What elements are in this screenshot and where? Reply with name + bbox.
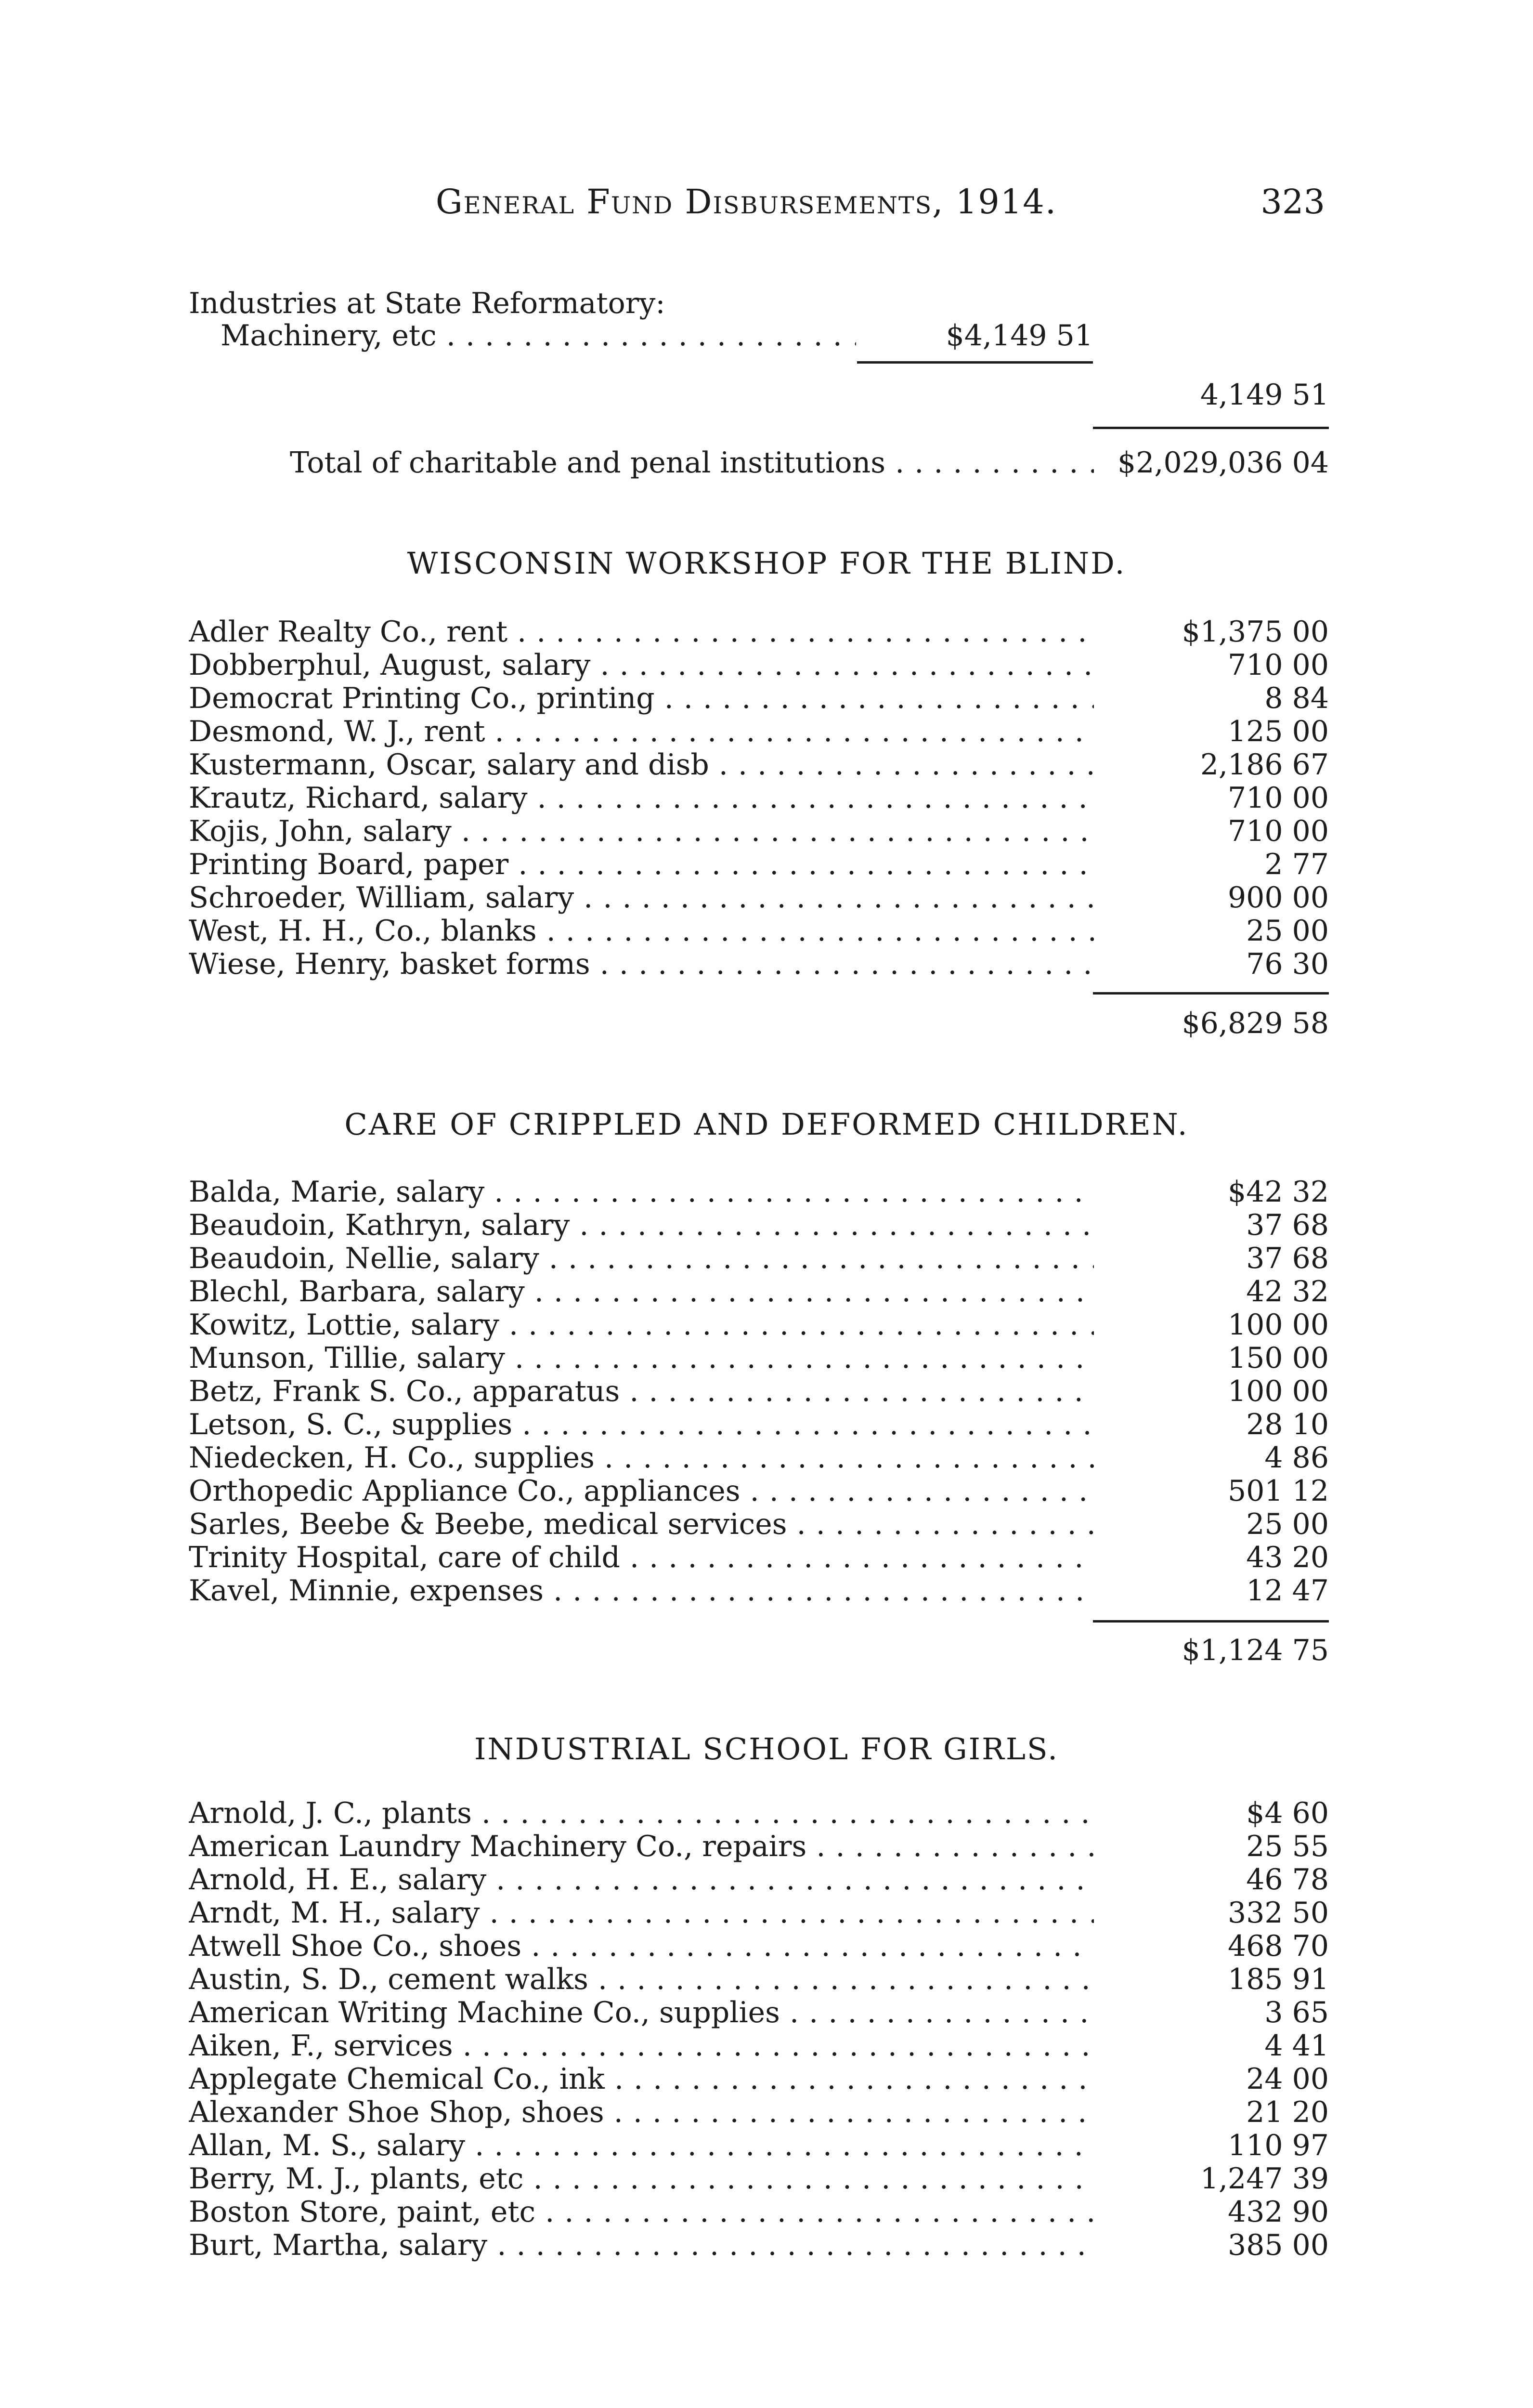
ledger-row-amount: 37 68	[1246, 1208, 1329, 1242]
ledger-row	[0, 1208, 1533, 1242]
ledger-row	[0, 748, 1533, 782]
ledger-row-label: Printing Board, paper . . .	[189, 848, 1094, 881]
section-heading-crippled: CARE OF CRIPPLED AND DEFORMED CHILDREN.	[344, 1107, 1189, 1142]
ledger-row	[0, 2228, 1533, 2262]
section-heading-girls-school: INDUSTRIAL SCHOOL FOR GIRLS.	[474, 1731, 1059, 1767]
ledger-row-amount: 185 91	[1228, 1963, 1329, 1996]
ledger-row-label: Balda, Marie, salary . . .	[189, 1175, 1094, 1209]
charitable-total-line	[0, 446, 1533, 480]
ledger-row-label: Beaudoin, Nellie, salary . . .	[189, 1242, 1094, 1275]
ledger-row-label: Wiese, Henry, basket forms . . .	[189, 947, 1094, 981]
ledger-row-label: Arnold, H. E., salary . . .	[189, 1863, 1094, 1897]
ledger-row	[0, 1996, 1533, 2029]
ledger-row-amount: 4 86	[1264, 1441, 1329, 1475]
crippled-total-amount: $1,124 75	[1182, 1634, 1329, 1667]
ledger-row-amount: 46 78	[1246, 1863, 1329, 1897]
ledger-row-amount: 8 84	[1264, 681, 1329, 715]
charitable-total-label: Total of charitable and penal institutions . . .	[290, 446, 1094, 480]
ledger-row-label: Berry, M. J., plants, etc . . .	[189, 2162, 1094, 2196]
ledger-row-amount: 900 00	[1228, 881, 1329, 915]
ledger-row	[0, 1929, 1533, 1963]
ledger-row-amount: 710 00	[1228, 648, 1329, 682]
ledger-row-label: Democrat Printing Co., printing . . .	[189, 681, 1094, 715]
ledger-row-amount: 501 12	[1228, 1474, 1329, 1508]
ledger-row	[0, 1574, 1533, 1608]
ledger-row-label: Letson, S. C., supplies . . .	[189, 1408, 1094, 1441]
workshop-total-amount: $6,829 58	[1182, 1007, 1329, 1040]
ledger-row-amount: 28 10	[1246, 1408, 1329, 1441]
reformatory-subtotal-amount: 4,149 51	[1200, 378, 1329, 412]
ledger-row	[0, 1863, 1533, 1897]
ledger-row-label: Orthopedic Appliance Co., appliances . . .	[189, 1474, 1094, 1508]
ledger-row-amount: 12 47	[1246, 1574, 1329, 1608]
reformatory-item-rule	[857, 361, 1093, 364]
ledger-row-label: Krautz, Richard, salary . . .	[189, 781, 1094, 815]
ledger-row-amount: 37 68	[1246, 1242, 1329, 1275]
ledger-row-label: Applegate Chemical Co., ink . . .	[189, 2062, 1094, 2096]
crippled-total-line	[0, 1634, 1533, 1667]
ledger-row	[0, 947, 1533, 981]
ledger-row-label: Schroeder, William, salary . . .	[189, 881, 1094, 915]
ledger-row	[0, 1242, 1533, 1275]
ledger-row-label: Betz, Frank S. Co., apparatus . . .	[189, 1374, 1094, 1408]
ledger-row-label: Arndt, M. H., salary . . .	[189, 1896, 1094, 1930]
ledger-row-label: Kavel, Minnie, expenses . . .	[189, 1574, 1094, 1608]
ledger-row	[0, 2195, 1533, 2229]
ledger-row	[0, 2162, 1533, 2196]
ledger-row-label: Blechl, Barbara, salary . . .	[189, 1275, 1094, 1309]
ledger-row-label: Kustermann, Oscar, salary and disb . . .	[189, 748, 1094, 782]
ledger-row-amount: $4 60	[1246, 1796, 1329, 1830]
ledger-row	[0, 715, 1533, 748]
ledger-row	[0, 781, 1533, 815]
ledger-row-amount: 110 97	[1228, 2129, 1329, 2162]
ledger-row-label: American Laundry Machinery Co., repairs . . .	[189, 1830, 1094, 1863]
subtotal-rule	[1093, 427, 1329, 429]
ledger-row	[0, 1408, 1533, 1441]
ledger-row-label: Alexander Shoe Shop, shoes . . .	[189, 2095, 1094, 2129]
ledger-row	[0, 681, 1533, 715]
ledger-row-amount: 150 00	[1228, 1341, 1329, 1375]
ledger-row-label: Kowitz, Lottie, salary . . .	[189, 1308, 1094, 1342]
ledger-row-amount: 2 77	[1264, 848, 1329, 881]
ledger-row-amount: 2,186 67	[1200, 748, 1329, 782]
ledger-row	[0, 615, 1533, 649]
ledger-row-amount: 3 65	[1264, 1996, 1329, 2029]
section-heading-workshop: WISCONSIN WORKSHOP FOR THE BLIND.	[407, 546, 1126, 581]
workshop-total-line	[0, 1007, 1533, 1040]
reformatory-title	[189, 287, 863, 320]
ledger-row-amount: 25 55	[1246, 1830, 1329, 1863]
ledger-row-label: Boston Store, paint, etc . . .	[189, 2195, 1094, 2229]
ledger-row	[0, 2029, 1533, 2063]
ledger-row-amount: $1,375 00	[1182, 615, 1329, 649]
ledger-row-amount: 710 00	[1228, 781, 1329, 815]
ledger-row-label: West, H. H., Co., blanks . . .	[189, 914, 1094, 948]
ledger-row-label: Sarles, Beebe & Beebe, medical services . . .	[189, 1507, 1094, 1541]
ledger-row-label: Beaudoin, Kathryn, salary . . .	[189, 1208, 1094, 1242]
ledger-row	[0, 1441, 1533, 1475]
ledger-row-amount: 76 30	[1246, 947, 1329, 981]
ledger-row-amount: 25 00	[1246, 1507, 1329, 1541]
ledger-row-amount: 1,247 39	[1200, 2162, 1329, 2196]
ledger-row-label: Desmond, W. J., rent . . .	[189, 715, 1094, 748]
ledger-row	[0, 914, 1533, 948]
ledger-row	[0, 1830, 1533, 1863]
ledger-row	[0, 1308, 1533, 1342]
reformatory-subtotal	[0, 378, 1533, 412]
ledger-row-amount: 100 00	[1228, 1374, 1329, 1408]
ledger-row-amount: 42 32	[1246, 1275, 1329, 1309]
ledger-row-amount: 385 00	[1228, 2228, 1329, 2262]
ledger-row	[0, 648, 1533, 682]
reformatory-item-amount: $4,149 51	[946, 319, 1093, 353]
ledger-row-amount: 332 50	[1228, 1896, 1329, 1930]
ledger-row-amount: 100 00	[1228, 1308, 1329, 1342]
ledger-row	[0, 1175, 1533, 1209]
ledger-row-amount: 468 70	[1228, 1929, 1329, 1963]
ledger-row-amount: 43 20	[1246, 1541, 1329, 1574]
ledger-row-amount: 125 00	[1228, 715, 1329, 748]
ledger-row-label: Niedecken, H. Co., supplies . . .	[189, 1441, 1094, 1475]
ledger-row	[0, 1541, 1533, 1574]
ledger-row-label: Kojis, John, salary . . .	[189, 814, 1094, 848]
page-number: 323	[1260, 182, 1325, 222]
reformatory-title-text: Industries at State Reformatory:	[189, 287, 665, 320]
ledger-row	[0, 1796, 1533, 1830]
ledger-row	[0, 2095, 1533, 2129]
reformatory-item	[0, 319, 1533, 353]
ledger-row	[0, 1896, 1533, 1930]
ledger-row-label: Allan, M. S., salary . . .	[189, 2129, 1094, 2162]
running-head	[0, 182, 1533, 225]
ledger-row-amount: 21 20	[1246, 2095, 1329, 2129]
ledger-row	[0, 881, 1533, 915]
ledger-row-label: Dobberphul, August, salary . . .	[189, 648, 1094, 682]
ledger-row	[0, 814, 1533, 848]
ledger-row-amount: 432 90	[1228, 2195, 1329, 2229]
ledger-row-label: Arnold, J. C., plants . . .	[189, 1796, 1094, 1830]
ledger-row-amount: $42 32	[1228, 1175, 1329, 1209]
ledger-row-label: Atwell Shoe Co., shoes . . .	[189, 1929, 1094, 1963]
ledger-row	[0, 1507, 1533, 1541]
ledger-row-label: Adler Realty Co., rent . . .	[189, 615, 1094, 649]
crippled-total-rule	[1093, 1620, 1329, 1623]
ledger-row-amount: 710 00	[1228, 814, 1329, 848]
workshop-total-rule	[1093, 992, 1329, 995]
ledger-row	[0, 1374, 1533, 1408]
ledger-row	[0, 1341, 1533, 1375]
ledger-row	[0, 2129, 1533, 2162]
ledger-row	[0, 1474, 1533, 1508]
ledger-row-amount: 4 41	[1264, 2029, 1329, 2063]
ledger-row	[0, 2062, 1533, 2096]
charitable-total-amount: $2,029,036 04	[1117, 446, 1329, 480]
ledger-row-label: Munson, Tillie, salary . . .	[189, 1341, 1094, 1375]
ledger-row-label: Austin, S. D., cement walks . . .	[189, 1963, 1094, 1996]
ledger-row-label: Trinity Hospital, care of child . . .	[189, 1541, 1094, 1574]
ledger-row-amount: 24 00	[1246, 2062, 1329, 2096]
ledger-row-amount: 25 00	[1246, 914, 1329, 948]
ledger-row-label: Aiken, F., services . . .	[189, 2029, 1094, 2063]
ledger-row	[0, 1963, 1533, 1996]
reformatory-item-label: Machinery, etc . . .	[221, 319, 856, 353]
ledger-row	[0, 848, 1533, 881]
running-title: General Fund Disbursements, 1914.	[435, 182, 1057, 222]
ledger-row-label: Burt, Martha, salary . . .	[189, 2228, 1094, 2262]
ledger-row-label: American Writing Machine Co., supplies . . .	[189, 1996, 1094, 2029]
ledger-row	[0, 1275, 1533, 1309]
